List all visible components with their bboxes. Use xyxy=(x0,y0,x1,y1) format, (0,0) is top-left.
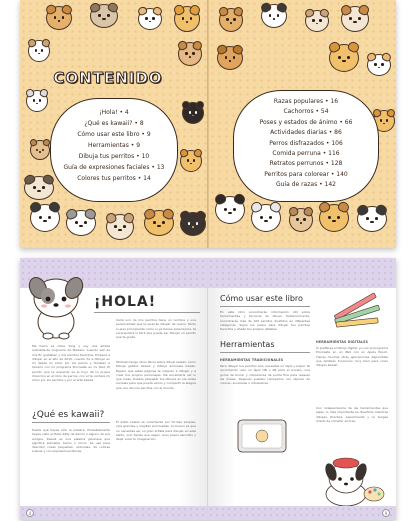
puppy-illustration xyxy=(174,6,200,32)
toc-item[interactable]: Perros disfrazados • 106 xyxy=(269,139,343,147)
kawaii-heading: ¿Qué es kawaii? xyxy=(32,410,105,420)
toc-item[interactable]: Actividades diarias • 86 xyxy=(270,129,342,137)
how-to-use-heading: Cómo usar este libro xyxy=(220,294,303,303)
toc-page-right xyxy=(208,0,396,248)
puppy-illustration xyxy=(261,4,287,28)
toc-list-right xyxy=(234,91,378,191)
puppy-illustration xyxy=(28,40,50,62)
page-number-right: 9 xyxy=(382,509,390,517)
toc-spread xyxy=(20,0,396,248)
toc-box-left xyxy=(50,98,178,202)
puppy-illustration xyxy=(182,102,204,124)
toc-item[interactable]: Comida perruna • 116 xyxy=(272,150,340,158)
toc-item[interactable]: Guía de expresiones faciales • 13 xyxy=(63,164,165,171)
puppy-illustration xyxy=(289,208,313,232)
toc-item[interactable]: Razas populares • 16 xyxy=(273,98,339,105)
puppy-illustration xyxy=(319,204,349,232)
puppy-illustration xyxy=(24,176,54,200)
digital-tools-paragraph: Si prefieres el dibujo digital, yo uso el programa Procreate en un iPad con un Apple Pencil. Tienes muchas otras aplicaciones disponibles que también funcionan muy bien para crear dibujos kawaii. xyxy=(316,346,388,368)
tools-extra-paragraph: Con independencia de las herramientas que elijas, lo más importante es divertirte mientras dibujas. Practica, experimenta y no tengas miedo de cometer errores. xyxy=(316,406,388,423)
puppy-illustration xyxy=(180,212,206,236)
kawaii-paragraph-1: Puede que hayas oído la palabra. Probablemente hayas visto el Hello Kitty de Sanrio o alguno de sus amigos. Kawaii es una palabra japonesa que significa adorable, tierno o mono. Se usa para describir cosas pequeñas, redondas, de colores suaves y con expresiones felices. xyxy=(32,428,110,454)
toc-item[interactable]: Perritos para colorear • 140 xyxy=(264,170,348,178)
puppy-illustration xyxy=(305,10,329,32)
kawaii-paragraph-2: El estilo kawaii se caracteriza por formas simples, ojos grandes y mejillas sonrosadas. Lo bueno es que no necesitas ser un gran artista para dibujar en este estilo; solo tienes que seguir unos pasos sencillos y dejar volar tu imaginación. xyxy=(116,420,196,442)
tools-heading: Herramientas xyxy=(220,340,275,349)
how-to-use-paragraph: En este libro encontrarás información útil sobre herramientas y técnicas de dibujo. Posteriormente, encontrarás más de 100 perritos divididos en diferentes categorías. Sigue los pasos para dibujar tus perritos favoritos y añade tus propios detalles. xyxy=(220,310,310,332)
toc-item[interactable]: ¡Hola! • 4 xyxy=(99,109,129,116)
pencils-illustration xyxy=(326,286,386,330)
heading-divider xyxy=(32,422,110,423)
puppy-illustration xyxy=(329,44,359,72)
footer-band xyxy=(208,506,396,520)
toc-item[interactable]: Cachorros • 54 xyxy=(283,108,329,116)
toc-item[interactable]: Poses y estados de ánimo • 66 xyxy=(259,118,353,126)
toc-box-right xyxy=(233,90,379,202)
artist-puppy-illustration xyxy=(318,454,388,508)
intro-page-left xyxy=(20,258,208,520)
puppy-illustration xyxy=(30,140,50,160)
puppy-illustration xyxy=(215,196,245,224)
heading-divider xyxy=(220,352,310,353)
hola-paragraph-1: Me llamo es Olive Yong y soy una artista autodidacta originaria de Malasia. Cuando salí de mis fin gustaban y mis perritos favoritos. Empecé a dibujar en el año de 2015, cuando fui a dibujar en mi desde mi amor por los perros y también a hacerlo con mi programa Procreate en mi iPad. El perrito que te presento es el tuyo de tu propia dirección en el libro de perros; con él te contaré mi amor por los perritos y por el arte kawaii. xyxy=(32,344,110,383)
puppy-illustration xyxy=(46,6,72,30)
traditional-tools-paragraph: Para dibujar tus perritos solo necesitas un lápiz y papel. Te recomiendo usar un lápiz HB o 2B para el boceto, una goma de borrar y rotuladores de punta fina para repasar las líneas. Después puedes colorearlos con lápices de colores, acuarelas o rotuladores. xyxy=(220,364,310,386)
intro-page-right xyxy=(208,258,396,520)
puppy-illustration xyxy=(367,54,391,76)
toc-item[interactable]: ¿Qué es kawaii? • 8 xyxy=(84,120,144,127)
digital-tools-subheading: HERRAMIENTAS DIGITALES xyxy=(316,340,369,344)
puppy-illustration xyxy=(219,8,243,32)
puppy-illustration xyxy=(341,6,369,32)
intro-spread xyxy=(20,258,396,520)
tablet-illustration xyxy=(236,416,288,456)
toc-page-left xyxy=(20,0,208,248)
header-band xyxy=(208,258,396,288)
footer-band xyxy=(20,506,207,520)
toc-item[interactable]: Cómo usar este libro • 9 xyxy=(77,131,151,138)
toc-item[interactable]: Dibuja tus perritos • 10 xyxy=(78,153,150,160)
heading-divider xyxy=(220,306,310,307)
heading-divider xyxy=(94,312,200,313)
hola-paragraph-2: Cada uno de mis perritos tiene un nombre y una personalidad que te querrás dibujar de nuevo. Tanto si eres principiante como si ya tienes experiencia, te sorprenderá lo fácil que puede ser dibujar un perrito que te guste. xyxy=(116,318,196,340)
puppy-illustration xyxy=(30,204,60,232)
page-number-left: 4 xyxy=(26,509,34,517)
toc-item[interactable]: Guía de razas • 142 xyxy=(275,181,336,189)
toc-item[interactable]: Colores tus perritos • 14 xyxy=(77,175,151,182)
toc-item[interactable]: Retratos perrunos • 128 xyxy=(269,160,343,168)
hola-paragraph-3: También tengo otros libros sobre dibujo kawaii, como Dibuja gatitos kawaii y Dibuja animales kawaii. Espero que estas páginas te inspiren a dibujar y a crear tus propios personajes. Me encantaría ver lo que creas. Puedes etiquetar tus dibujos en las redes sociales para que pueda verlos y compartir la alegría que nos dan los perritos con el mundo. xyxy=(116,360,196,390)
puppy-illustration xyxy=(138,8,162,30)
puppy-illustration xyxy=(66,210,96,236)
puppy-illustration xyxy=(90,4,118,28)
puppy-illustration xyxy=(106,214,134,240)
puppy-illustration xyxy=(144,210,174,236)
toc-item[interactable]: Herramientas • 9 xyxy=(87,142,141,149)
toc-list-left xyxy=(51,99,177,184)
contents-title: CONTENIDO xyxy=(53,69,163,87)
traditional-tools-subheading: HERRAMIENTAS TRADICIONALES xyxy=(220,358,284,362)
puppy-illustration xyxy=(217,46,243,70)
puppy-mascot-illustration xyxy=(28,272,84,340)
puppy-illustration xyxy=(178,42,202,66)
puppy-illustration xyxy=(357,206,387,232)
hola-heading: ¡HOLA! xyxy=(94,294,157,310)
puppy-illustration xyxy=(180,150,202,172)
puppy-illustration xyxy=(251,204,281,232)
